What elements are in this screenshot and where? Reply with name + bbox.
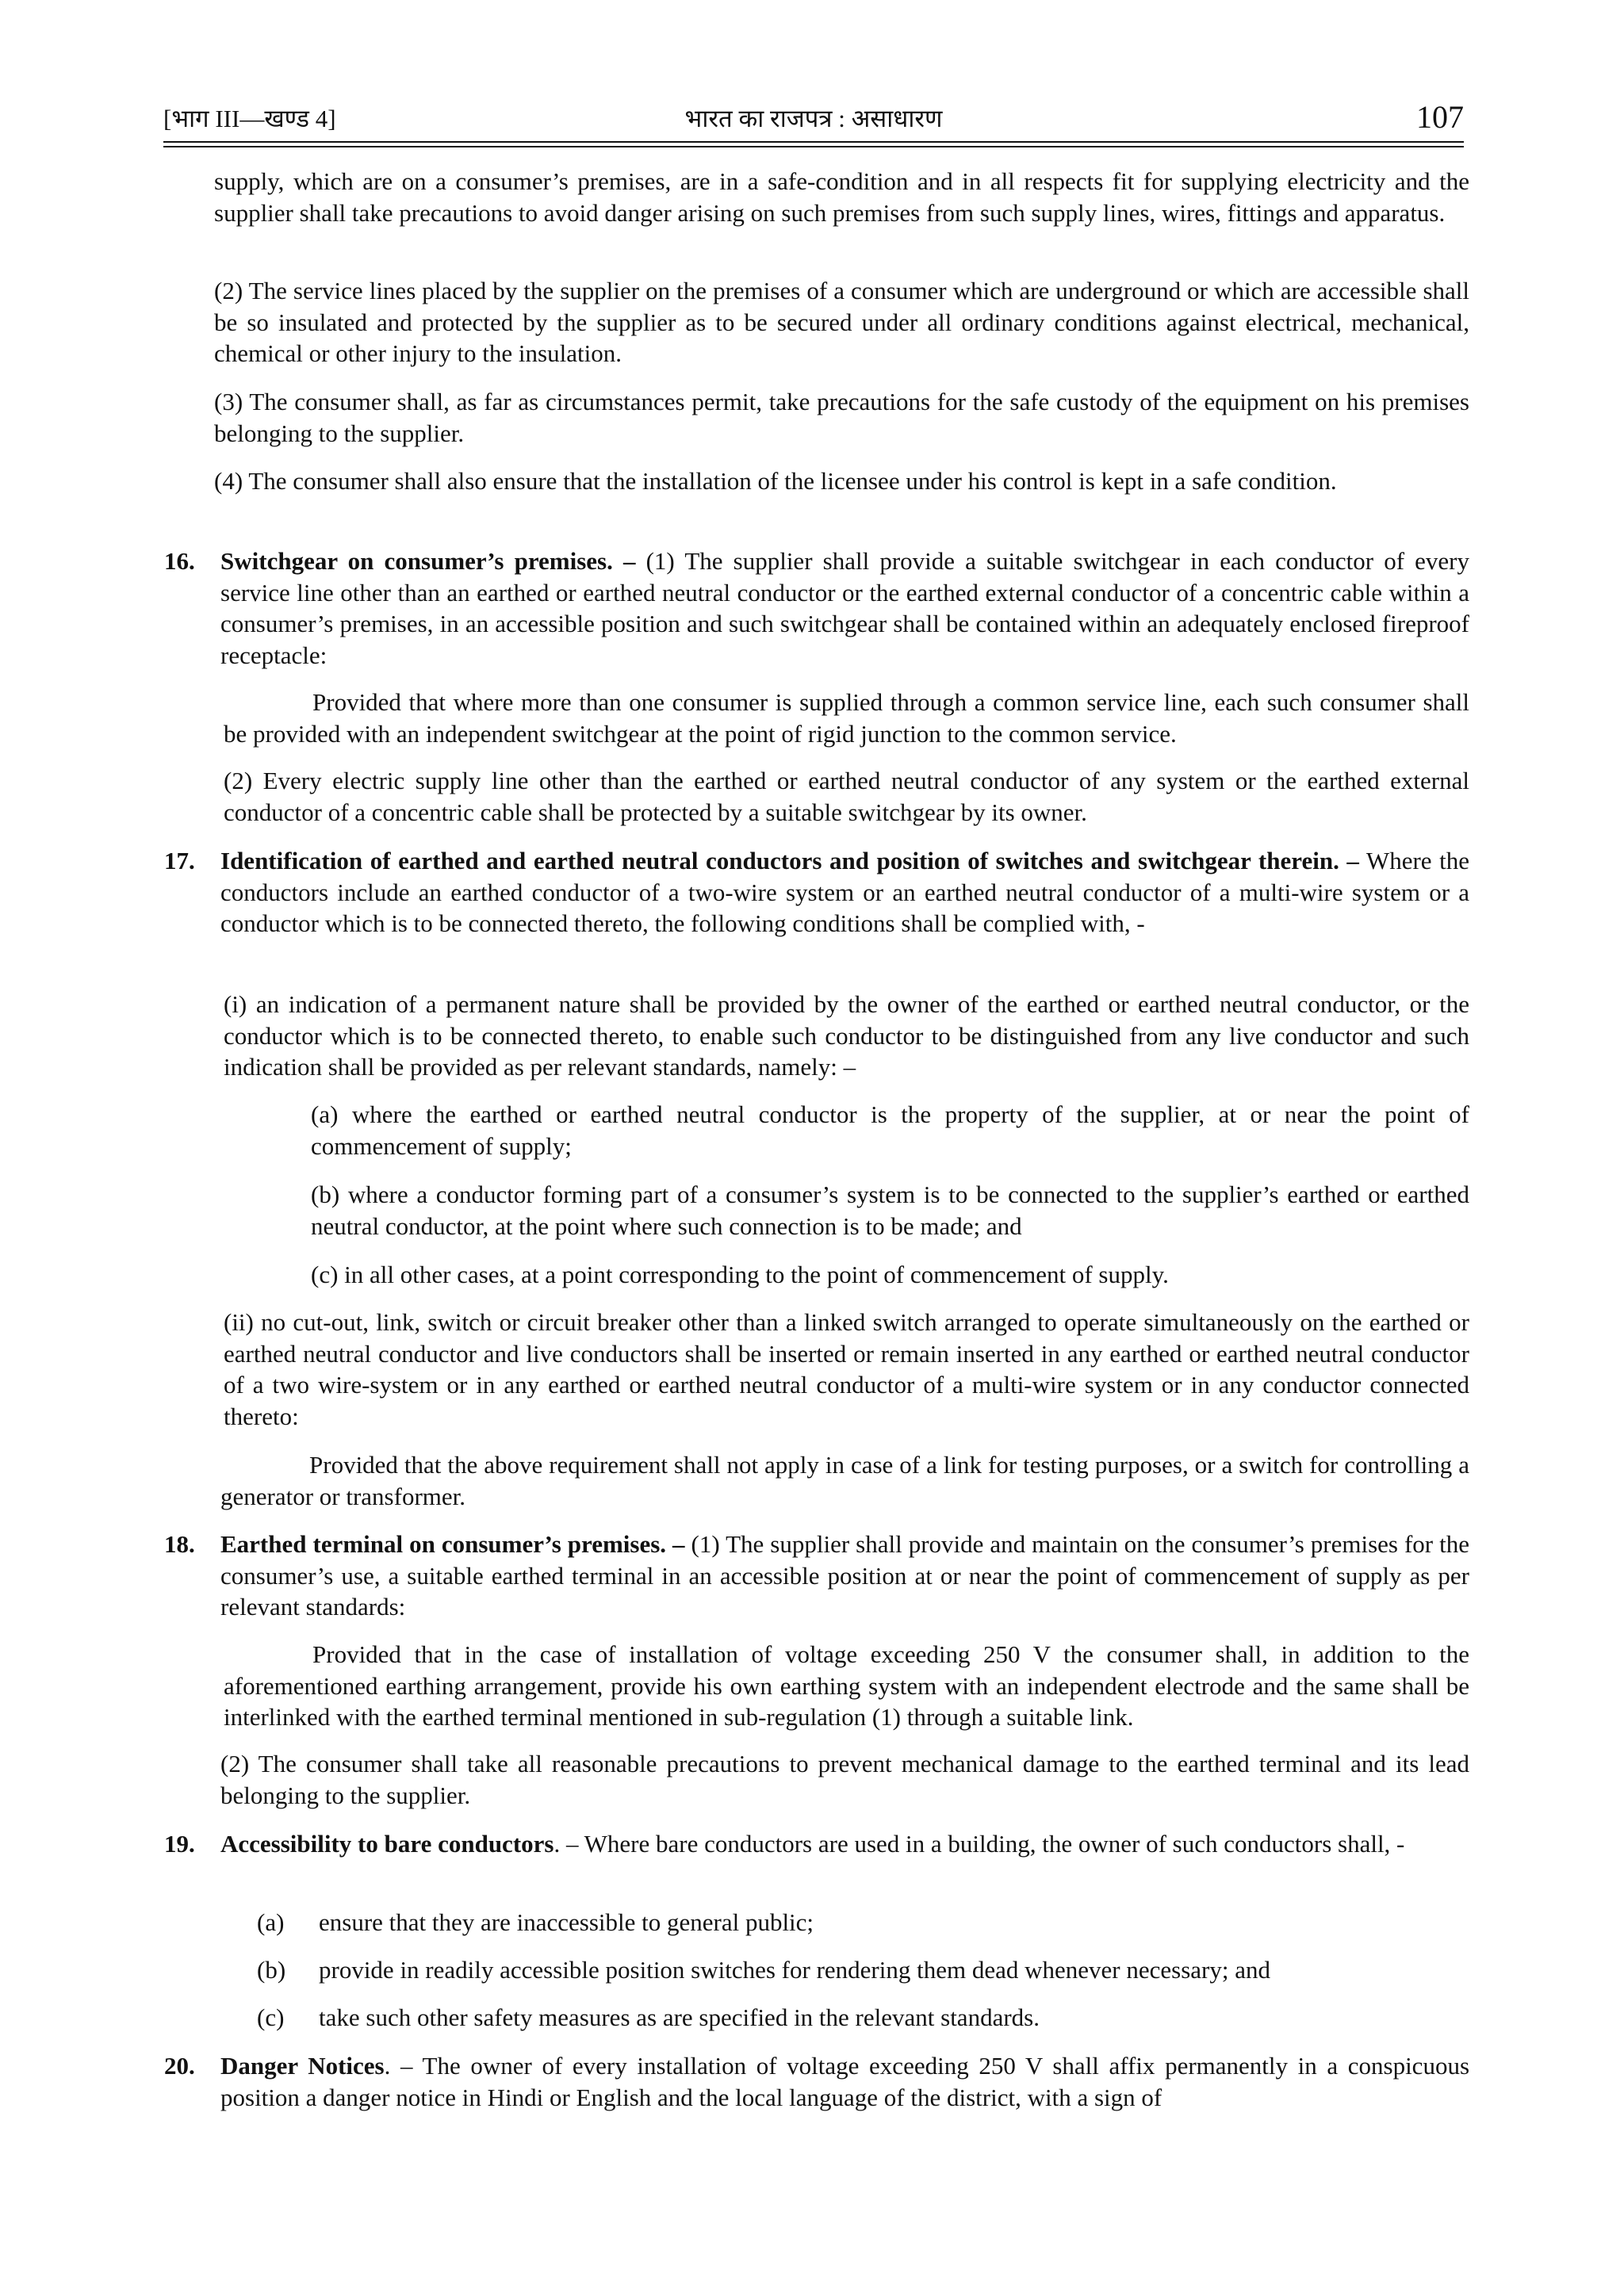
section-17-text: Where the conductors include an earthed conductor of a two-wire system or an earthed neutral conductor of a multi-wire system or a conductor which is to be connected thereto, the following conditions shall be complied with, - — [220, 847, 1469, 937]
section-18-number: 18. — [164, 1530, 195, 1558]
section-17-heading: Identification of earthed and earthed neutral conductors and position of switches and switchgear therein. – — [220, 847, 1359, 874]
section-19-item-a-label: (a) — [257, 1908, 285, 1936]
section-20-heading: Danger Notices — [220, 2052, 385, 2080]
section-16-sub-2: (2) Every electric supply line other than the earthed or earthed neutral conductor of any system or the earthed external conductor of a concentric cable shall be protected by a suitable switchgear by its owner. — [224, 767, 1469, 826]
section-17-number: 17. — [164, 847, 195, 874]
section-19-heading: Accessibility to bare conductors — [220, 1830, 554, 1858]
section-19-body — [220, 1828, 1469, 1860]
sub-regulation-3: (3) The consumer shall, as far as circumstances permit, take precautions for the safe custody of the equipment on his premises belonging to the supplier. — [214, 388, 1469, 447]
page-number: 107 — [1416, 99, 1464, 135]
section-16-heading: Switchgear on consumer’s premises. – — [220, 547, 636, 575]
section-18-proviso: Provided that in the case of installation of voltage exceeding 250 V the consumer shall, in addition to the aforementioned earthing arrangement, provide his own earthing system with an independent electrode and the same shall be interlinked with the earthed terminal mentioned in sub-regulation (1) through a suitable link. — [224, 1640, 1469, 1731]
page-header — [163, 101, 1464, 141]
section-19-number: 19. — [164, 1830, 195, 1858]
section-17-body — [220, 845, 1469, 939]
section-19-item-a-text: ensure that they are inaccessible to general public; — [319, 1908, 814, 1936]
header-rule-bottom — [163, 146, 1464, 147]
section-17-proviso: Provided that the above requirement shall not apply in case of a link for testing purposes, or a switch for controlling a generator or transformer. — [220, 1451, 1469, 1510]
section-17-item-b: (b) where a conductor forming part of a consumer’s system is to be connected to the supplier’s earthed or earthed neutral conductor, at the point where such connection is to be made; and — [311, 1181, 1469, 1240]
sub-regulation-2: (2) The service lines placed by the supplier on the premises of a consumer which are underground or which are accessible shall be so insulated and protected by the supplier as to be secured under all ordinary conditions against electrical, mechanical, chemical or other injury to the insulation. — [214, 277, 1469, 367]
section-16-number: 16. — [164, 547, 195, 575]
section-16-text: (1) The supplier shall provide a suitable switchgear in each conductor of every service line other than an earthed or earthed neutral conductor or the earthed external conductor of a concentric cable within a consumer’s premises, in an accessible position and such switchgear shall be contained within an adequately enclosed fireproof receptacle: — [220, 547, 1469, 669]
section-17-clause-ii: (ii) no cut-out, link, switch or circuit breaker other than a linked switch arranged to operate simultaneously on the earthed or earthed neutral conductor and live conductors shall be inserted or remain inserted in any earthed or earthed neutral conductor of a two wire-system or in any earthed or earthed neutral conductor of a multi-wire system or in any conductor connected thereto: — [224, 1308, 1469, 1430]
section-19-item-c-label: (c) — [257, 2003, 285, 2031]
section-18-text: (1) The supplier shall provide and maintain on the consumer’s premises for the consumer’s use, a suitable earthed terminal in an accessible position at or near the point of commencement of supply as per relevant standards: — [220, 1530, 1469, 1621]
section-18-heading: Earthed terminal on consumer’s premises. – — [220, 1530, 685, 1558]
section-19-item-b-text: provide in readily accessible position switches for rendering them dead whenever necessary; and — [319, 1956, 1270, 1984]
section-17-item-c: (c) in all other cases, at a point corresponding to the point of commencement of supply. — [311, 1261, 1169, 1288]
sub-regulation-4: (4) The consumer shall also ensure that the installation of the licensee under his control is kept in a safe condition. — [214, 467, 1337, 495]
section-18-body — [220, 1529, 1469, 1623]
section-20-number: 20. — [164, 2052, 195, 2080]
section-19-item-b-label: (b) — [257, 1956, 286, 1984]
section-18-sub-2: (2) The consumer shall take all reasonable precautions to prevent mechanical damage to the earthed terminal and its lead belonging to the supplier. — [220, 1750, 1469, 1809]
section-17-clause-i: (i) an indication of a permanent nature shall be provided by the owner of the earthed or earthed neutral conductor, or the conductor which is to be connected thereto, to enable such conductor to be distinguished from any live conductor and such indication shall be provided as per relevant standards, namely: – — [224, 990, 1469, 1081]
section-19-text: . – Where bare conductors are used in a building, the owner of such conductors shall, - — [553, 1830, 1405, 1858]
continuation-paragraph: supply, which are on a consumer’s premises, are in a safe-condition and in all respects fit for supplying electricity and the supplier shall take precautions to avoid danger arising on such premises from such supply lines, wires, fittings and apparatus. — [214, 167, 1469, 227]
gazette-title: भारत का राजपत्र : असाधारण — [684, 105, 943, 132]
header-rule-top — [163, 141, 1464, 143]
section-20-body — [220, 2050, 1469, 2113]
section-20-text: . – The owner of every installation of voltage exceeding 250 V shall affix permanently in a conspicuous position a danger notice in Hindi or English and the local language of the district, with a sign of — [220, 2052, 1470, 2111]
section-17-item-a: (a) where the earthed or earthed neutral conductor is the property of the supplier, at or near the point of commencement of supply; — [311, 1100, 1469, 1160]
part-section-label: [भाग III—खण्ड 4] — [163, 105, 336, 132]
section-16-proviso: Provided that where more than one consumer is supplied through a common service line, each such consumer shall be provided with an independent switchgear at the point of rigid junction to the common service. — [224, 688, 1469, 748]
section-19-item-c-text: take such other safety measures as are specified in the relevant standards. — [319, 2003, 1040, 2031]
section-16-body — [220, 545, 1469, 671]
